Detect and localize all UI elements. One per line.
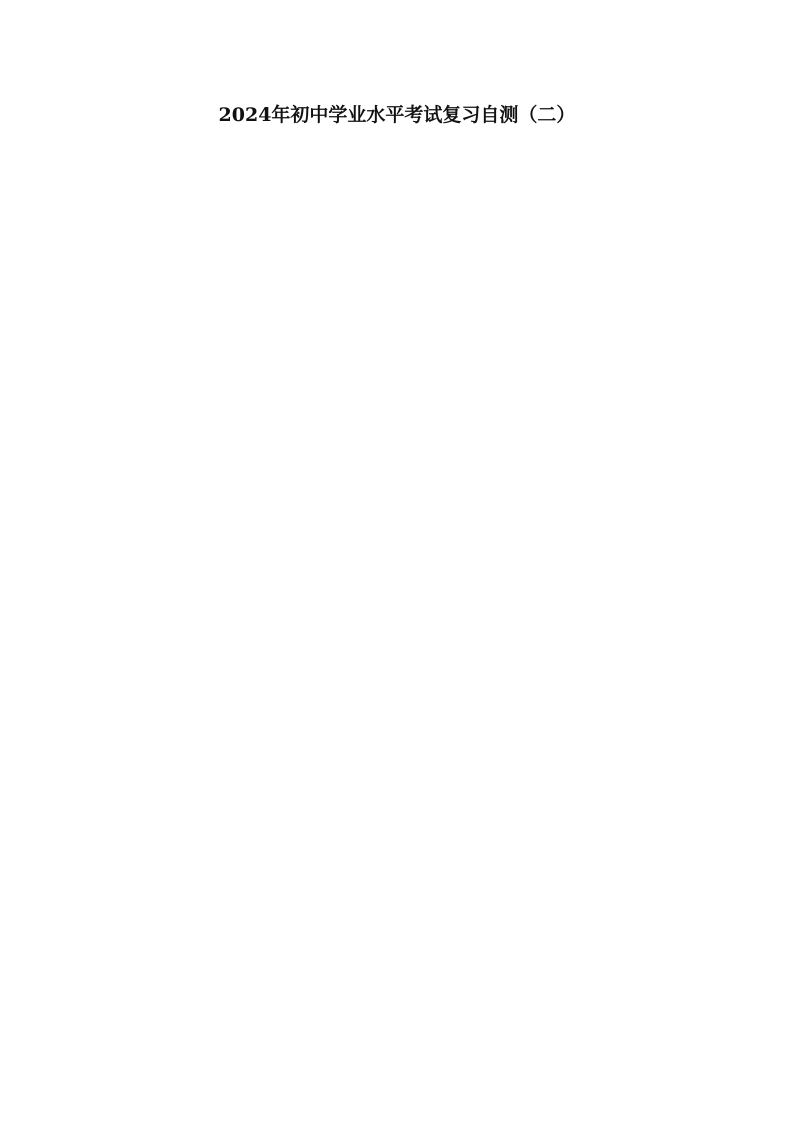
page-title: 2024年初中学业水平考试复习自测（二） xyxy=(218,104,576,126)
